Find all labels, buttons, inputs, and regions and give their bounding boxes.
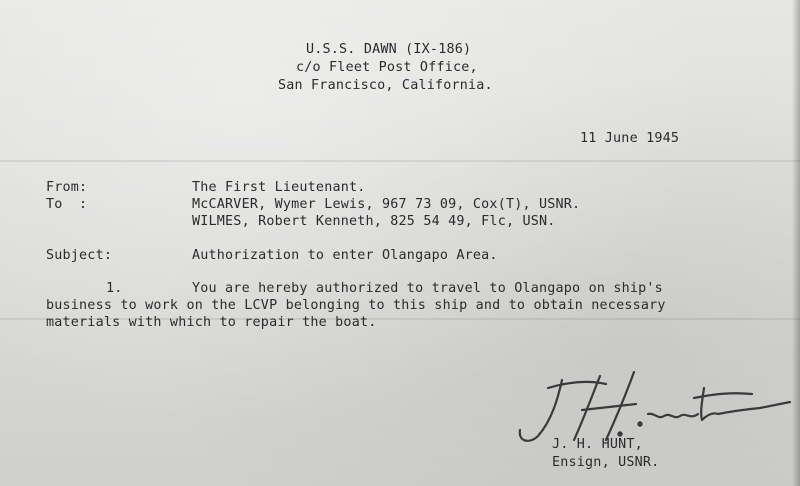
- paragraph-number: 1.: [106, 281, 123, 296]
- paragraph-line-2: business to work on the LCVP belonging to this ship and to obtain necessary: [46, 298, 666, 313]
- letter-date: 11 June 1945: [580, 131, 680, 146]
- from-label: From:: [46, 180, 88, 195]
- letterhead-post-office: c/o Fleet Post Office,: [296, 60, 478, 75]
- paragraph-line-1: You are hereby authorized to travel to Olangapo on ship's: [192, 281, 663, 296]
- to-label: To :: [46, 197, 88, 212]
- letterhead-city: San Francisco, California.: [278, 78, 493, 93]
- to-recipient-1: McCARVER, Wymer Lewis, 967 73 09, Cox(T), USNR.: [192, 197, 581, 212]
- signature-rank: Ensign, USNR.: [552, 455, 660, 470]
- from-value: The First Lieutenant.: [192, 180, 366, 195]
- paragraph-line-3: materials with which to repair the boat.: [46, 315, 377, 330]
- signature-name: J. H. HUNT,: [552, 437, 643, 452]
- subject-value: Authorization to enter Olangapo Area.: [192, 248, 498, 263]
- subject-label: Subject:: [46, 248, 113, 263]
- paper-fold: [0, 160, 800, 162]
- letterhead-ship: U.S.S. DAWN (IX-186): [306, 42, 472, 57]
- to-recipient-2: WILMES, Robert Kenneth, 825 54 49, Flc, USN.: [192, 214, 556, 229]
